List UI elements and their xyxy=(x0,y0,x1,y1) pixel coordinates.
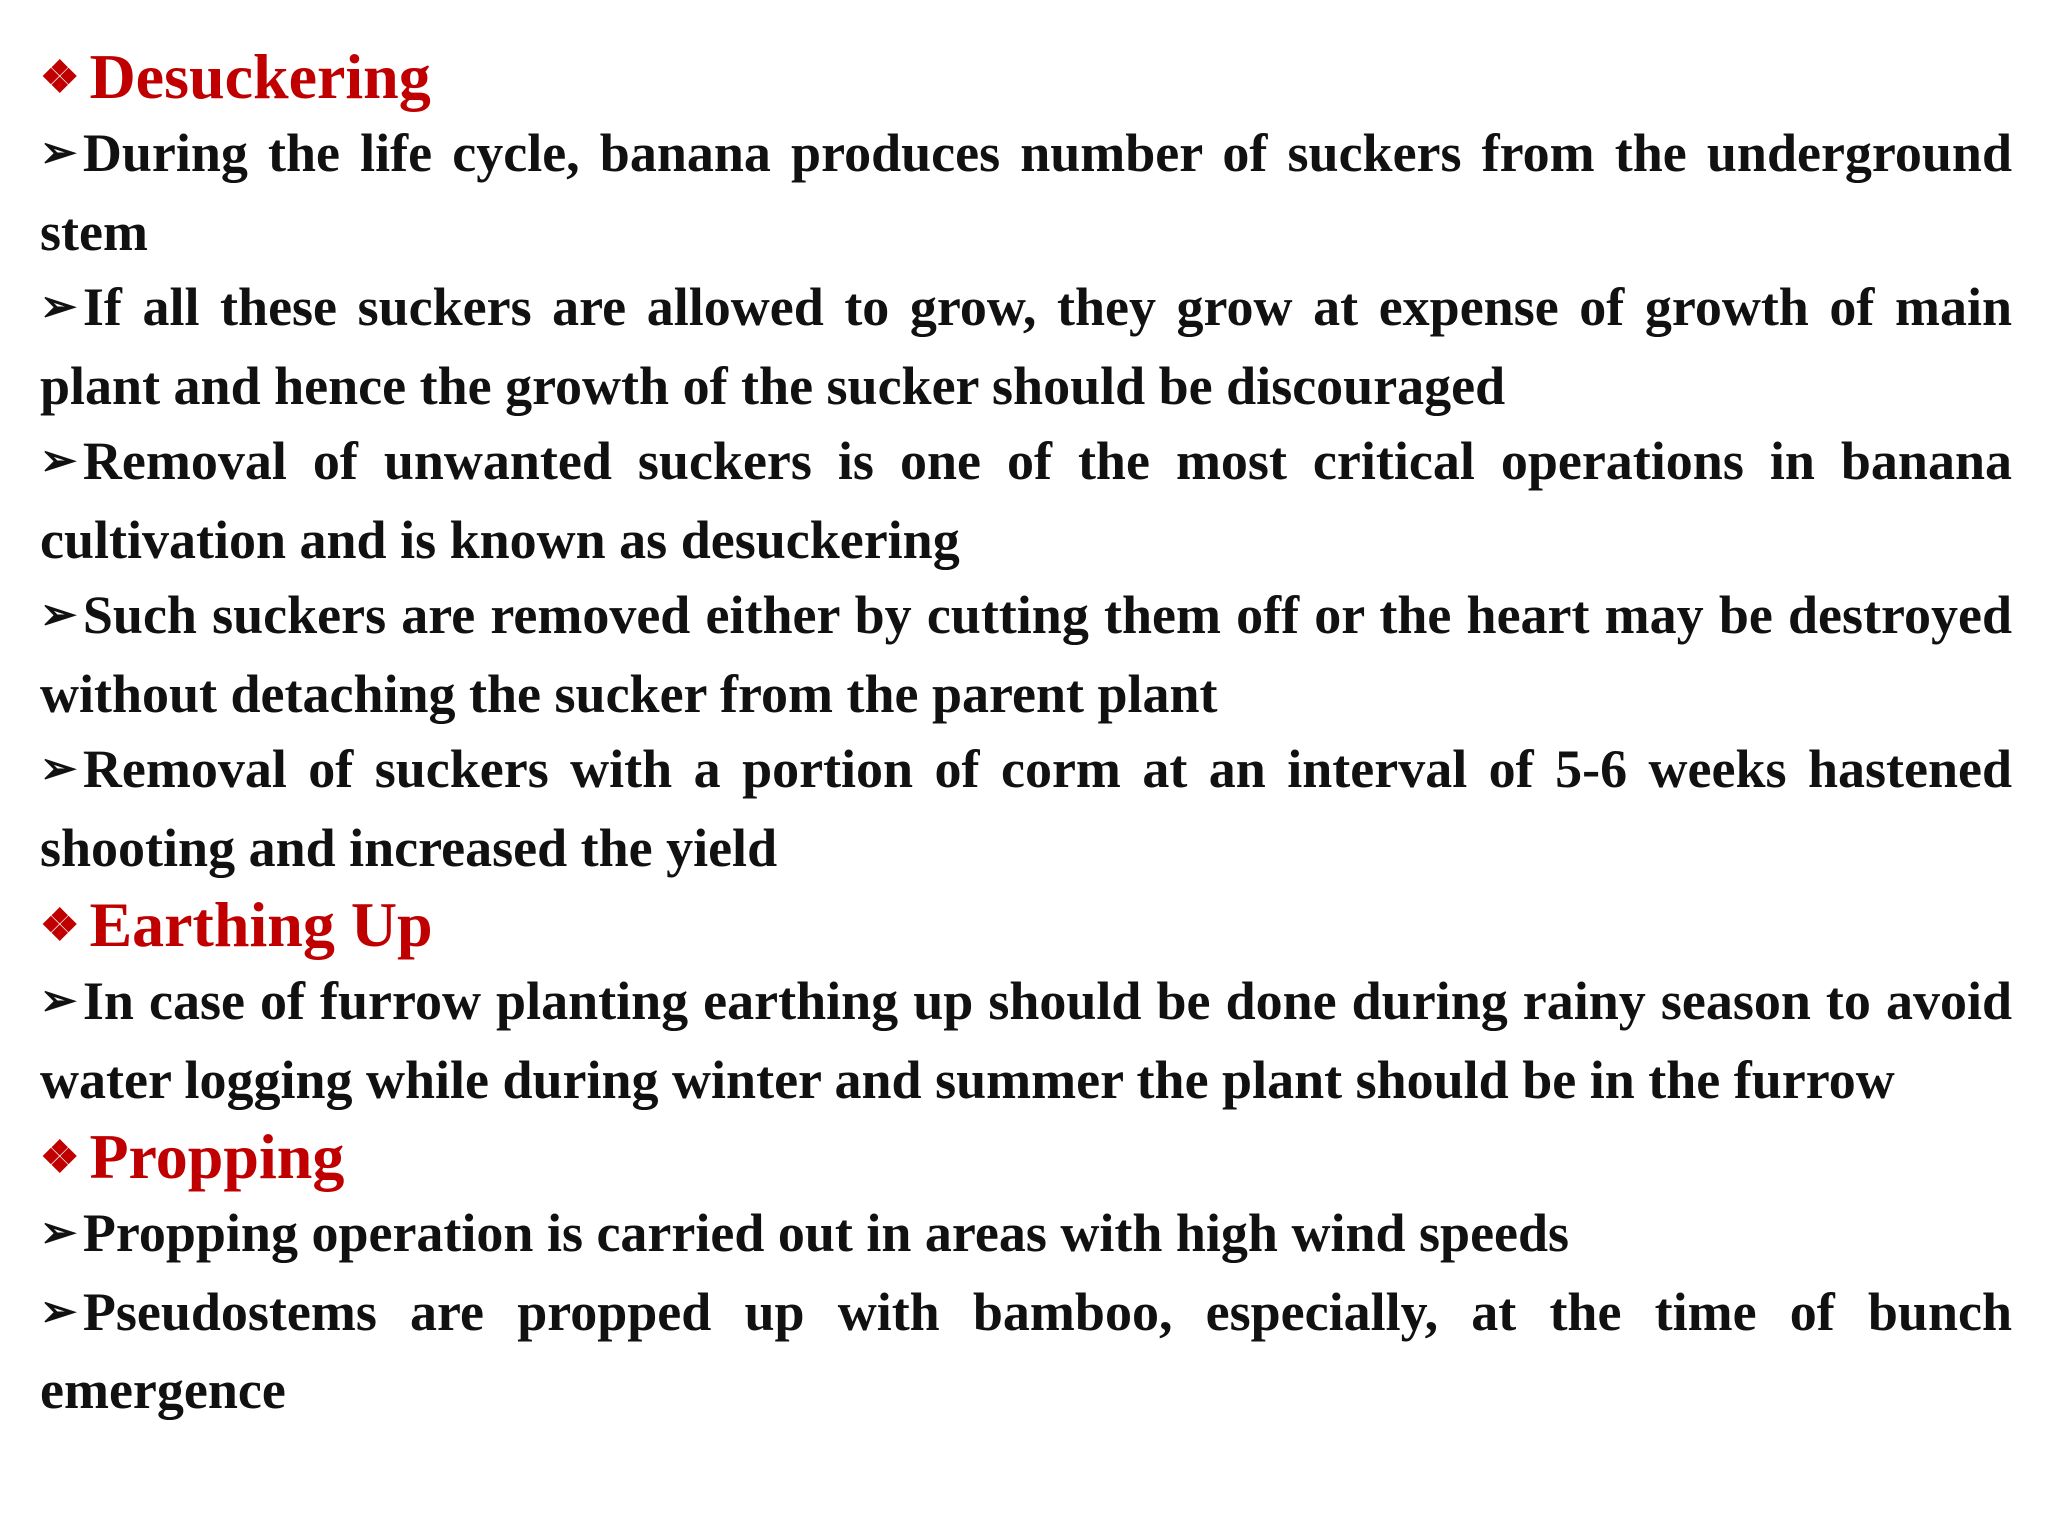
bullet-item xyxy=(40,578,2012,732)
section-earthing-up xyxy=(40,886,2012,1118)
bullet-text: Propping operation is carried out in areas with high wind speeds xyxy=(82,1203,1570,1263)
section-heading xyxy=(40,38,2012,116)
bullet-item xyxy=(40,270,2012,424)
bullet-text: Pseudostems are propped up with bamboo, especially, at the time of bunch emergence xyxy=(40,1281,2012,1420)
bullet-text: During the life cycle, banana produces number of suckers from the underground stem xyxy=(40,123,2012,262)
section-desuckering xyxy=(40,38,2012,886)
arrow-bullet-icon: ➢ xyxy=(40,1208,77,1257)
arrow-bullet-icon: ➢ xyxy=(40,744,77,793)
bullet-text: In case of furrow planting earthing up should be done during rainy season to avoid water logging while during winter and summer the plant should be in the furrow xyxy=(40,971,2012,1110)
bullet-text: Such suckers are removed either by cutting them off or the heart may be destroyed without detaching the sucker from the parent plant xyxy=(40,585,2012,724)
section-heading-text: Desuckering xyxy=(89,41,431,112)
bullet-item xyxy=(40,424,2012,578)
slide-content xyxy=(40,38,2012,1429)
arrow-bullet-icon: ➢ xyxy=(40,128,77,177)
bullet-text: Removal of unwanted suckers is one of the most critical operations in banana cultivation and is known as desuckering xyxy=(40,431,2012,570)
bullet-item xyxy=(40,964,2012,1118)
four-diamond-bullet-icon: ❖ xyxy=(40,1133,80,1182)
arrow-bullet-icon: ➢ xyxy=(40,436,77,485)
section-heading xyxy=(40,1118,2012,1196)
bullet-item xyxy=(40,1196,2012,1275)
arrow-bullet-icon: ➢ xyxy=(40,590,77,639)
bullet-text: Removal of suckers with a portion of corm at an interval of 5-6 weeks hastened shooting and increased the yield xyxy=(40,739,2012,878)
arrow-bullet-icon: ➢ xyxy=(40,1286,77,1336)
section-heading-text: Propping xyxy=(89,1121,345,1192)
arrow-bullet-icon: ➢ xyxy=(40,976,77,1025)
section-heading-text: Earthing Up xyxy=(89,889,433,960)
bullet-item xyxy=(40,1275,2012,1429)
bullet-item xyxy=(40,732,2012,886)
section-propping xyxy=(40,1118,2012,1429)
section-heading xyxy=(40,886,2012,964)
bullet-text: If all these suckers are allowed to grow, they grow at expense of growth of main plant and hence the growth of the sucker should be discouraged xyxy=(40,277,2012,416)
four-diamond-bullet-icon: ❖ xyxy=(40,53,80,102)
arrow-bullet-icon: ➢ xyxy=(40,282,77,331)
four-diamond-bullet-icon: ❖ xyxy=(40,901,80,950)
bullet-item xyxy=(40,116,2012,270)
